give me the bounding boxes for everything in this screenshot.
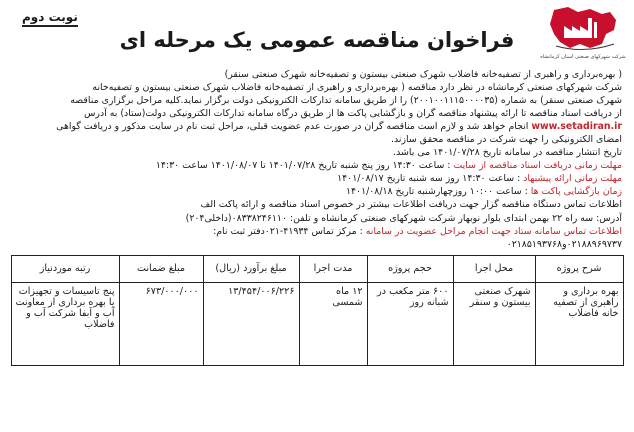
table-cell: پنج تاسیسات و تجهیزات یا بهره برداری از معاونت آب و آبفا شرکت آب و فاضلاب bbox=[11, 282, 119, 365]
table-header: مدت اجرا bbox=[299, 255, 367, 282]
docs-deadline bbox=[12, 159, 622, 172]
table-header: مبلغ برآورد (ریال) bbox=[203, 255, 299, 282]
opening-time-value: : ساعت ۱۰:۰۰ روزچهارشنبه تاریخ ۱۴۰۱/۰۸/۱۸ bbox=[345, 186, 528, 198]
phone-numbers: ۰۲۱۸۸۹۶۹۷۳۷و۰۲۱۸۵۱۹۳۷۶۸ bbox=[506, 238, 622, 250]
round-badge: نوبت دوم bbox=[22, 10, 78, 27]
table-cell: ۶۰۰ متر مکعب در شبانه روز bbox=[367, 282, 453, 365]
table-header: رتبه موردنیاز bbox=[11, 255, 119, 282]
setad-website-link[interactable]: www.setadiran.ir bbox=[531, 121, 622, 133]
body-line-text: انجام خواهد شد و لازم است مناقصه گران در صورت عدم عضویت قبلی، مراحل ثبت نام در سایت مذکور و دریافت گواهی bbox=[56, 121, 529, 133]
table-header: محل اجرا bbox=[453, 255, 535, 282]
offer-deadline-label: مهلت زمانی ارائه پیشنهاد bbox=[523, 173, 622, 185]
opening-time-label: زمان بازگشایی پاکت ها bbox=[530, 186, 622, 198]
tender-table bbox=[11, 255, 624, 366]
table-row bbox=[11, 282, 623, 365]
offer-deadline bbox=[12, 172, 622, 185]
table-cell: ۱۳/۴۵۴/۰۰۶/۲۲۶ bbox=[203, 282, 299, 365]
address: آدرس: سه راه ۲۲ بهمن ابتدای بلوار نوبهار شرکت شهرکهای صنعتی کرمانشاه و تلفن: ۰۸۳۳۸۲۴۶۱۱۰(داخلی۲۰۴) bbox=[185, 212, 622, 224]
setad-contact bbox=[12, 225, 622, 238]
page-title: فراخوان مناقصه عمومی یک مرحله ای bbox=[119, 28, 515, 52]
logo-caption: شرکت شهرکهای صنعتی استان کرمانشاه bbox=[540, 54, 626, 60]
notice-body bbox=[12, 68, 622, 251]
publish-date: تاریخ انتشار مناقصه در سامانه تاریخ ۱۴۰۱/۰۷/۲۸ می باشد. bbox=[393, 147, 622, 159]
offer-deadline-value: : ساعت ۱۴:۳۰ روز سه شنبه تاریخ ۱۴۰۱/۰۸/۱۷ bbox=[337, 173, 521, 185]
body-line: از دریافت اسناد مناقصه تا ارائه پیشنهاد مناقصه گران و بازگشایی پاکت ها از طریق درگاه سامانه تدارکات الکترونیکی دولت(ستاد) به آدرس bbox=[83, 108, 622, 120]
setad-contact-label: اطلاعات تماس سامانه ستاد جهت انجام مراحل عضویت در سامانه bbox=[365, 225, 622, 237]
body-line: شهرک صنعتی سنقر) به شماره (۲۰۰۱۰۰۱۱۱۵۰۰۰۰۳۵) را از طریق سامانه تدارکات الکترونیکی دولت برگزار نماید.کلیه مراحل برگزاری مناقصه bbox=[70, 95, 622, 107]
body-line-subject: ( بهره‌برداری و راهبری از تصفیه‌خانه فاضلاب شهرک صنعتی بیستون و تصفیه‌خانه شهرک صنعتی سنقر) bbox=[224, 69, 622, 80]
table-cell: بهره برداری و راهبری از تصفیه خانه فاضلاب bbox=[535, 282, 623, 365]
setad-contact-value: : مرکز تماس ۴۱۹۳۴-۰۲۱دفتر ثبت نام: bbox=[213, 225, 363, 237]
table-cell: ۶۷۳/۰۰۰/۰۰۰ bbox=[119, 282, 203, 365]
table-header-row bbox=[11, 255, 623, 282]
body-line: امضای الکترونیکی را جهت شرکت در مناقصه محقق سازند. bbox=[391, 134, 622, 146]
table-header: مبلغ ضمانت bbox=[119, 255, 203, 282]
opening-time bbox=[12, 185, 622, 198]
body-line-website bbox=[12, 120, 622, 133]
table-header: حجم پروژه bbox=[367, 255, 453, 282]
table-cell: ۱۲ ماه شمسی bbox=[299, 282, 367, 365]
contact-title: اطلاعات تماس دستگاه مناقصه گزار جهت دریافت اطلاعات بیشتر در خصوص اسناد مناقصه و ارائه پاکت الف bbox=[200, 199, 622, 211]
table-cell: شهرک صنعتی بیستون و سنقر bbox=[453, 282, 535, 365]
body-line: شرکت شهرکهای صنعتی کرمانشاه در نظر دارد مناقصه ( بهره‌برداری و راهبری از تصفیه‌خانه فاضلاب شهرک صنعتی بیستون و تصفیه‌خانه bbox=[92, 82, 622, 94]
notice-header bbox=[8, 4, 626, 64]
table-header: شرح پروژه bbox=[535, 255, 623, 282]
docs-deadline-value: : ساعت ۱۴:۳۰ روز پنج شنبه تاریخ ۱۴۰۱/۰۷/۲۸ تا ۱۴۰۱/۰۸/۰۷ ساعت ۱۴:۳۰ bbox=[155, 160, 451, 172]
docs-deadline-label: مهلت زمانی دریافت اسناد مناقصه از سایت bbox=[453, 160, 622, 172]
